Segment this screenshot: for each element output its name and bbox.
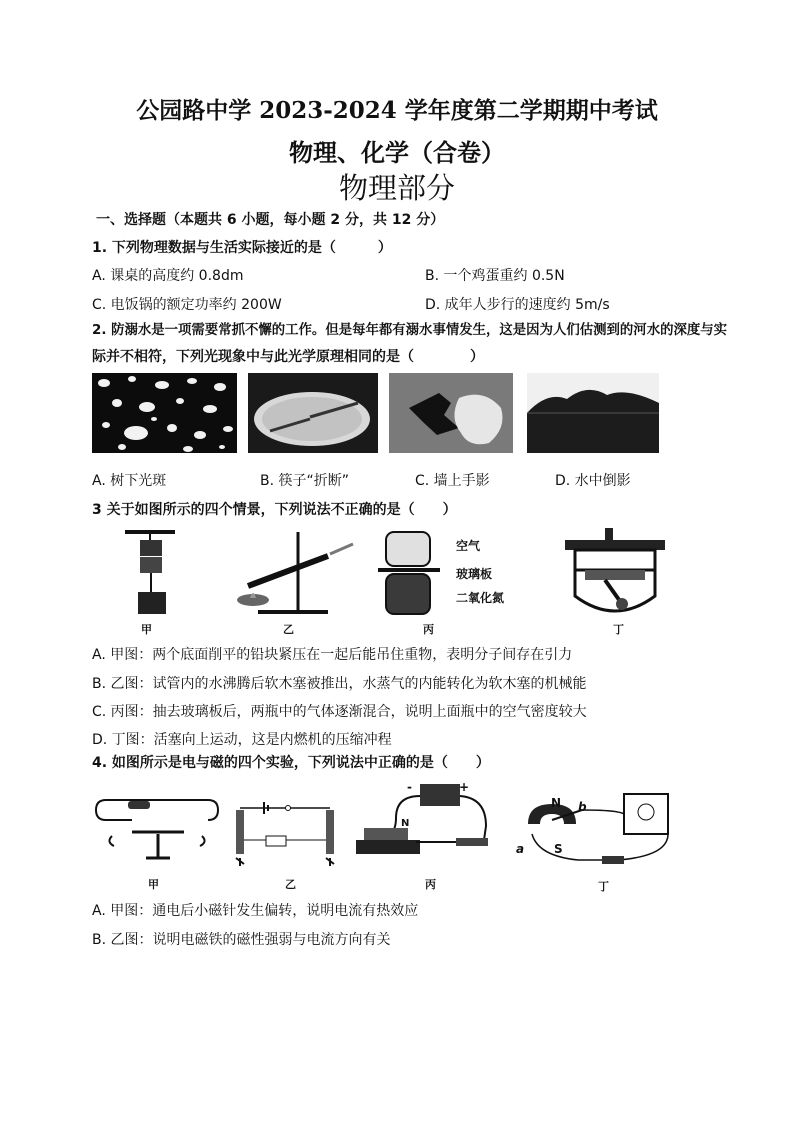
figure-lead-blocks bbox=[120, 526, 190, 622]
exam-title: 公园路中学 2023-2024 学年度第二学期期中考试 bbox=[136, 97, 658, 124]
q4-label-b: b bbox=[578, 800, 587, 814]
q3-label-no2: 二氧化氮 bbox=[456, 591, 505, 605]
q4-option-b: B. 乙图：说明电磁铁的磁性强弱与电流方向有关 bbox=[92, 932, 391, 948]
q4-label-a: a bbox=[516, 842, 525, 856]
figure-gas-diffusion bbox=[376, 528, 446, 620]
exam-subtitle: 物理、化学（合卷） bbox=[289, 138, 505, 167]
q1-stem: 1. 下列物理数据与生活实际接近的是（ ） bbox=[92, 240, 392, 256]
q3-option-a: A. 甲图：两个底面削平的铅块紧压在一起后能吊住重物，表明分子间存在引力 bbox=[92, 647, 573, 663]
q2-stem-line1: 2. 防溺水是一项需要常抓不懈的工作。但是每年都有溺水事情发生，这是因为人们估测到的河水的深度与实 bbox=[92, 323, 728, 338]
q4-label-yi: 乙 bbox=[285, 878, 296, 891]
q2-option-b: B. 筷子“折断” bbox=[260, 473, 350, 489]
q3-label-ding: 丁 bbox=[613, 623, 624, 636]
q4-label-n2: N bbox=[551, 796, 562, 810]
q4-label-minus: - bbox=[407, 780, 412, 794]
photo-water-reflection bbox=[527, 373, 659, 453]
q1-option-b: B. 一个鸡蛋重约 0.5N bbox=[425, 268, 565, 284]
section-heading: 一、选择题（本题共 6 小题，每小题 2 分，共 12 分） bbox=[96, 212, 445, 228]
q2-stem-line2: 际并不相符，下列光现象中与此光学原理相同的是（ ） bbox=[92, 349, 484, 365]
q3-option-b: B. 乙图：试管内的水沸腾后软木塞被推出，水蒸气的内能转化为软木塞的机械能 bbox=[92, 676, 587, 692]
q3-label-yi: 乙 bbox=[283, 623, 294, 636]
figure-electromagnet bbox=[226, 800, 346, 874]
q3-label-jia: 甲 bbox=[141, 623, 152, 636]
q1-option-a: A. 课桌的高度约 0.8dm bbox=[92, 268, 244, 284]
photo-light-spots bbox=[92, 373, 237, 453]
figure-oersted-experiment bbox=[92, 796, 222, 870]
q3-label-glass: 玻璃板 bbox=[456, 567, 493, 581]
q4-stem: 4. 如图所示是电与磁的四个实验，下列说法中正确的是（ ） bbox=[92, 755, 490, 771]
q4-label-ding: 丁 bbox=[598, 880, 609, 893]
q4-label-jia: 甲 bbox=[148, 878, 159, 891]
q3-stem: 3 关于如图所示的四个情景，下列说法不正确的是（ ） bbox=[92, 502, 457, 518]
q3-label-air: 空气 bbox=[456, 539, 481, 553]
q4-label-n1: N bbox=[401, 818, 410, 829]
q2-option-d: D. 水中倒影 bbox=[555, 473, 631, 489]
figure-test-tube-cork bbox=[228, 526, 358, 622]
figure-engine-stroke bbox=[560, 526, 670, 622]
q3-option-d: D. 丁图：活塞向上运动，这是内燃机的压缩冲程 bbox=[92, 732, 392, 748]
q3-option-c: C. 丙图：抽去玻璃板后，两瓶中的气体逐渐混合，说明上面瓶中的空气密度较大 bbox=[92, 704, 587, 720]
figure-motor-experiment bbox=[356, 778, 502, 874]
photo-hand-shadow bbox=[389, 373, 513, 453]
q1-option-c: C. 电饭锅的额定功率约 200W bbox=[92, 297, 282, 313]
section-part-title: 物理部分 bbox=[338, 171, 455, 205]
q3-label-bing: 丙 bbox=[423, 623, 434, 636]
q1-option-d: D. 成年人步行的速度约 5m/s bbox=[425, 297, 610, 313]
q4-label-s: S bbox=[554, 842, 563, 856]
q4-label-plus: + bbox=[459, 780, 470, 794]
q2-option-a: A. 树下光斑 bbox=[92, 473, 167, 489]
figure-generator-experiment bbox=[508, 790, 676, 876]
q4-label-bing: 丙 bbox=[425, 878, 436, 891]
photo-chopstick-in-water bbox=[248, 373, 378, 453]
q4-option-a: A. 甲图：通电后小磁针发生偏转，说明电流有热效应 bbox=[92, 903, 419, 919]
q2-option-c: C. 墙上手影 bbox=[415, 473, 490, 489]
